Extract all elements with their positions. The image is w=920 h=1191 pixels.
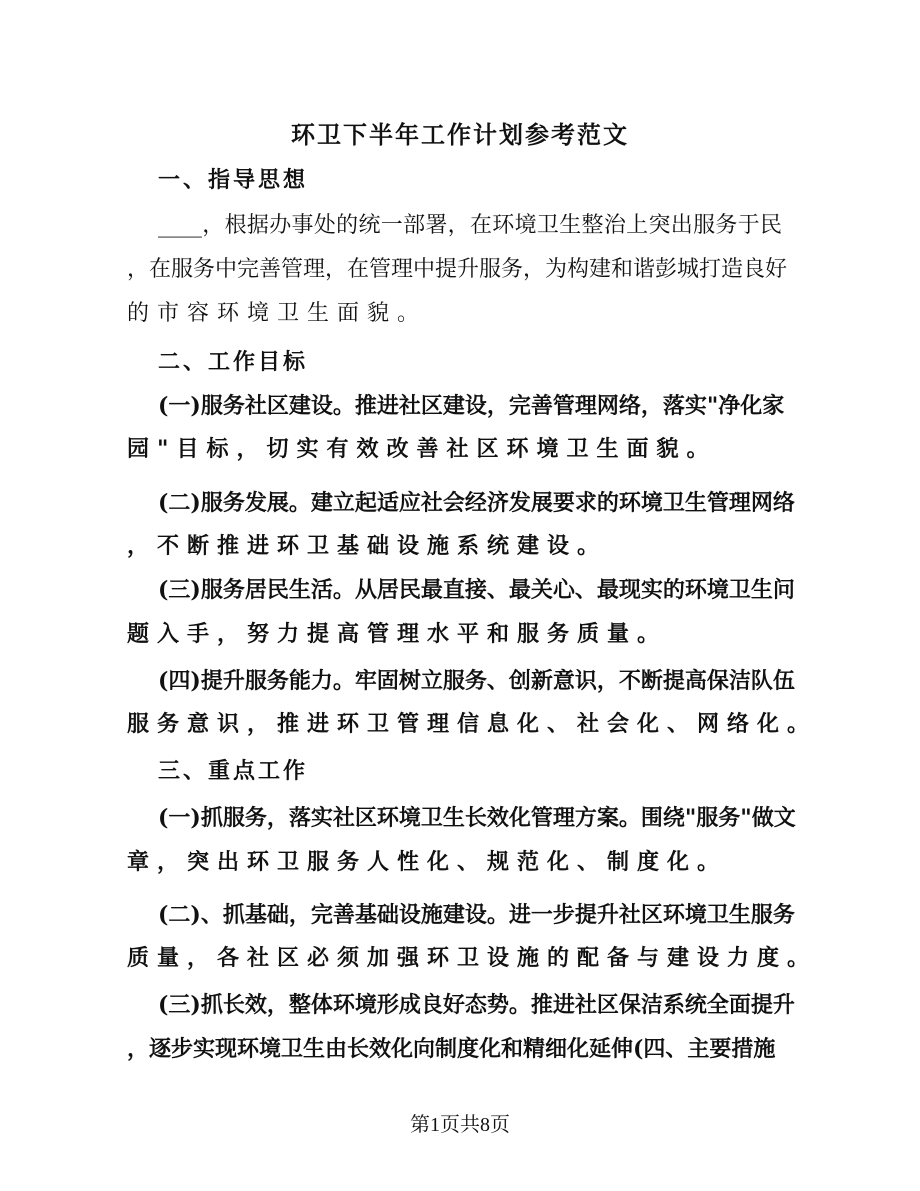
paragraph-line: (二)服务发展。建立起适应社会经济发展要求的环境卫生管理网络 bbox=[158, 490, 795, 516]
paragraph-line: 章，突出环卫服务人性化、规范化、制度化。 bbox=[127, 849, 728, 875]
paragraph-line: 质量，各社区必须加强环卫设施的配备与建设力度。 bbox=[127, 945, 818, 971]
paragraph-line: 服务意识，推进环卫管理信息化、社会化、网络化。 bbox=[127, 711, 818, 737]
paragraph-line: (一)服务社区建设。推进社区建设，完善管理网络，落实"净化家 bbox=[158, 393, 785, 419]
paragraph-line: (三)抓长效，整体环境形成良好态势。推进社区保洁系统全面提升 bbox=[158, 992, 795, 1018]
paragraph-line: (一)抓服务，落实社区环境卫生长效化管理方案。围绕"服务"做文 bbox=[158, 805, 796, 831]
paragraph-line: (三)服务居民生活。从居民最直接、最关心、最现实的环境卫生问 bbox=[158, 577, 795, 603]
section-heading: 三、重点工作 bbox=[158, 758, 309, 784]
paragraph-line: ，不断推进环卫基础设施系统建设。 bbox=[127, 533, 608, 559]
paragraph-line: 园"目标，切实有效改善社区环境卫生面貌。 bbox=[127, 436, 717, 462]
paragraph-line: ，逐步实现环境卫生由长效化向制度化和精细化延伸(四、主要措施 bbox=[127, 1036, 776, 1062]
section-heading: 二、工作目标 bbox=[158, 349, 309, 375]
document-title: 环卫下半年工作计划参考范文 bbox=[291, 120, 629, 149]
paragraph-line: 的市容环境卫生面貌。 bbox=[127, 301, 428, 326]
paragraph-line: 题入手，努力提高管理水平和服务质量。 bbox=[127, 621, 668, 647]
paragraph-line: (四)提升服务能力。牢固树立服务、创新意识，不断提高保洁队伍 bbox=[158, 668, 795, 694]
paragraph-line: ，在服务中完善管理，在管理中提升服务，为构建和谐彭城打造良好 bbox=[127, 257, 788, 282]
page-footer: 第1页共8页 bbox=[410, 1114, 510, 1136]
section-heading: 一、指导思想 bbox=[158, 167, 309, 193]
paragraph-line: ____，根据办事处的统一部署，在环境卫生整治上突出服务于民 bbox=[158, 213, 782, 238]
paragraph-line: (二)、抓基础，完善基础设施建设。进一步提升社区环境卫生服务 bbox=[158, 902, 795, 928]
